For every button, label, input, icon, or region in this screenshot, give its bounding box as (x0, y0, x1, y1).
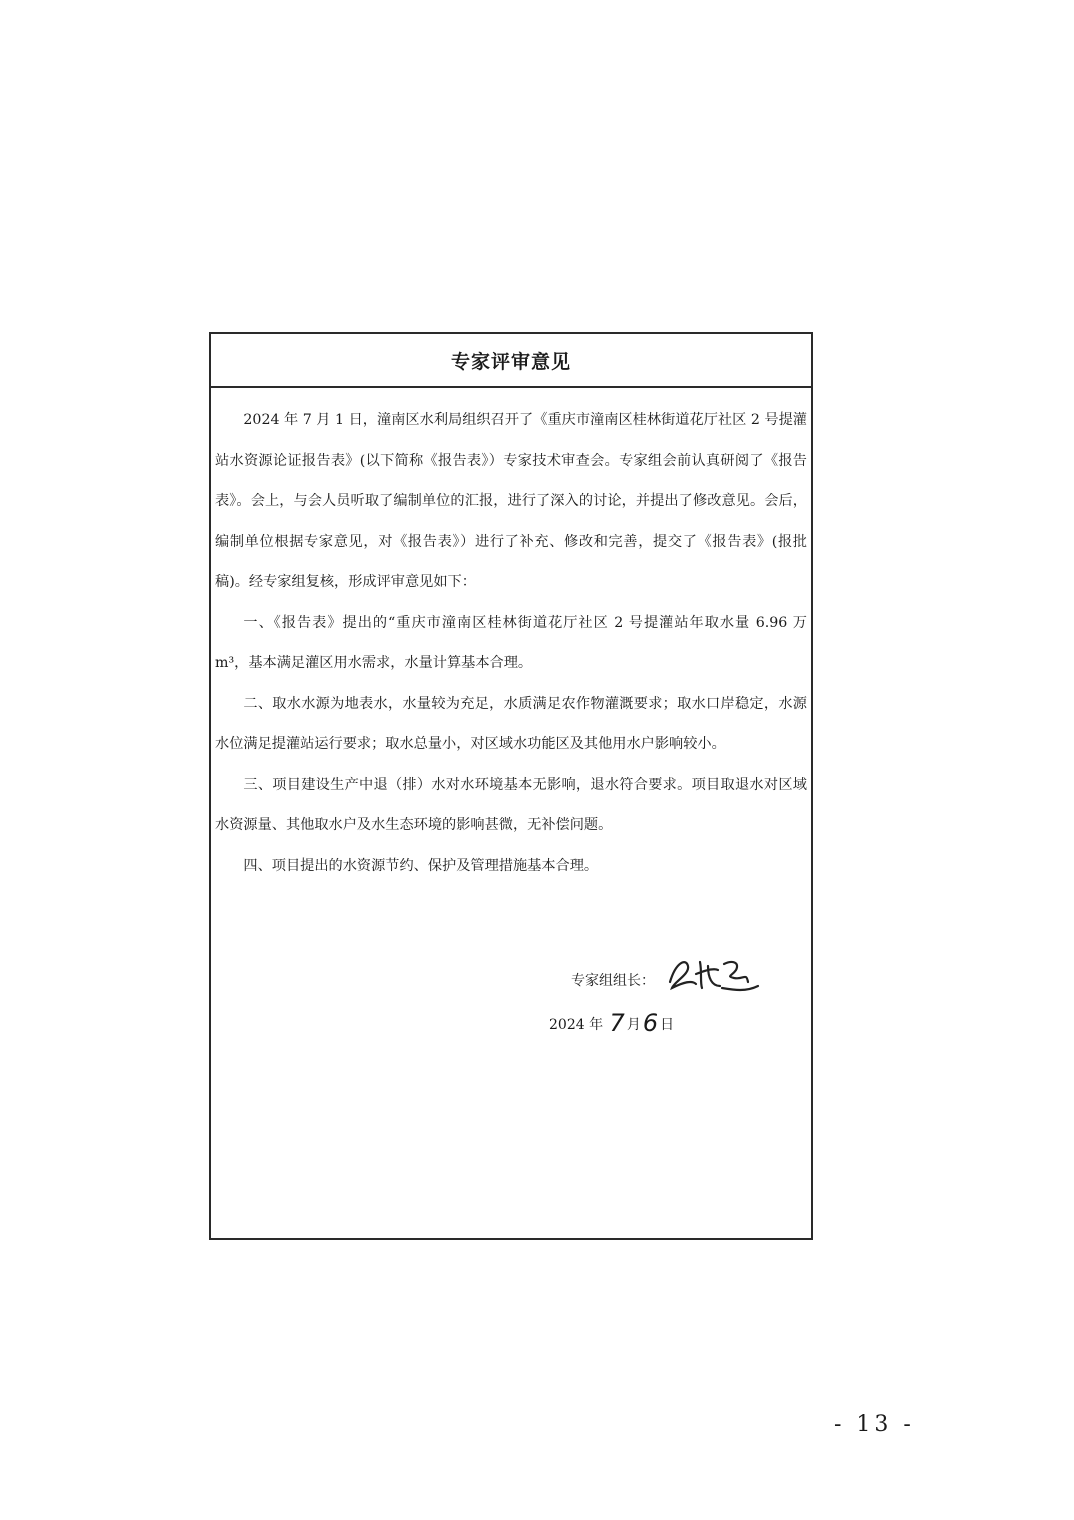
expert-review-box (209, 332, 813, 1240)
review-paragraph-2: 二、取水水源为地表水，水量较为充足，水质满足农作物灌溉要求；取水口岸稳定，水源水位满足提灌站运行要求；取水总量小，对区域水功能区及其他用水户影响较小。 (215, 695, 807, 752)
review-paragraph-3: 三、项目建设生产中退（排）水对水环境基本无影响，退水符合要求。项目取退水对区域水资源量、其他取水户及水生态环境的影响甚微，无补偿问题。 (215, 776, 807, 833)
review-date (549, 1008, 674, 1040)
signature-area (211, 966, 811, 1046)
date-month: 7 (609, 1009, 625, 1037)
signer-line (571, 966, 655, 996)
review-body (211, 388, 811, 886)
handwritten-signature (662, 952, 762, 998)
date-month-unit: 月 (626, 1017, 641, 1033)
date-year-unit: 年 (589, 1017, 604, 1033)
date-day-unit: 日 (660, 1017, 675, 1033)
review-title: 专家评审意见 (211, 334, 811, 388)
review-paragraph-1: 一、《报告表》提出的“重庆市潼南区桂林街道花厅社区 2 号提灌站年取水量 6.96 万 m³，基本满足灌区用水需求，水量计算基本合理。 (215, 614, 807, 671)
page-number: - 13 - (834, 1412, 915, 1437)
date-day: 6 (642, 1009, 659, 1037)
date-year: 2024 (549, 1017, 585, 1033)
review-paragraph-intro: 2024 年 7 月 1 日，潼南区水利局组织召开了《重庆市潼南区桂林街道花厅社区 2 号提灌站水资源论证报告表》(以下简称《报告表》）专家技术审查会。专家组会前认真研阅了《报告表》。会上，与会人员听取了编制单位的汇报，进行了深入的讨论，并提出了修改意见。会后，编制单位根据专家意见，对《报告表》）进行了补充、修改和完善，提交了《报告表》(报批稿)。经专家组复核，形成评审意见如下： (215, 412, 807, 590)
signer-label: 专家组组长： (571, 973, 655, 989)
review-paragraph-4: 四、项目提出的水资源节约、保护及管理措施基本合理。 (243, 857, 599, 874)
